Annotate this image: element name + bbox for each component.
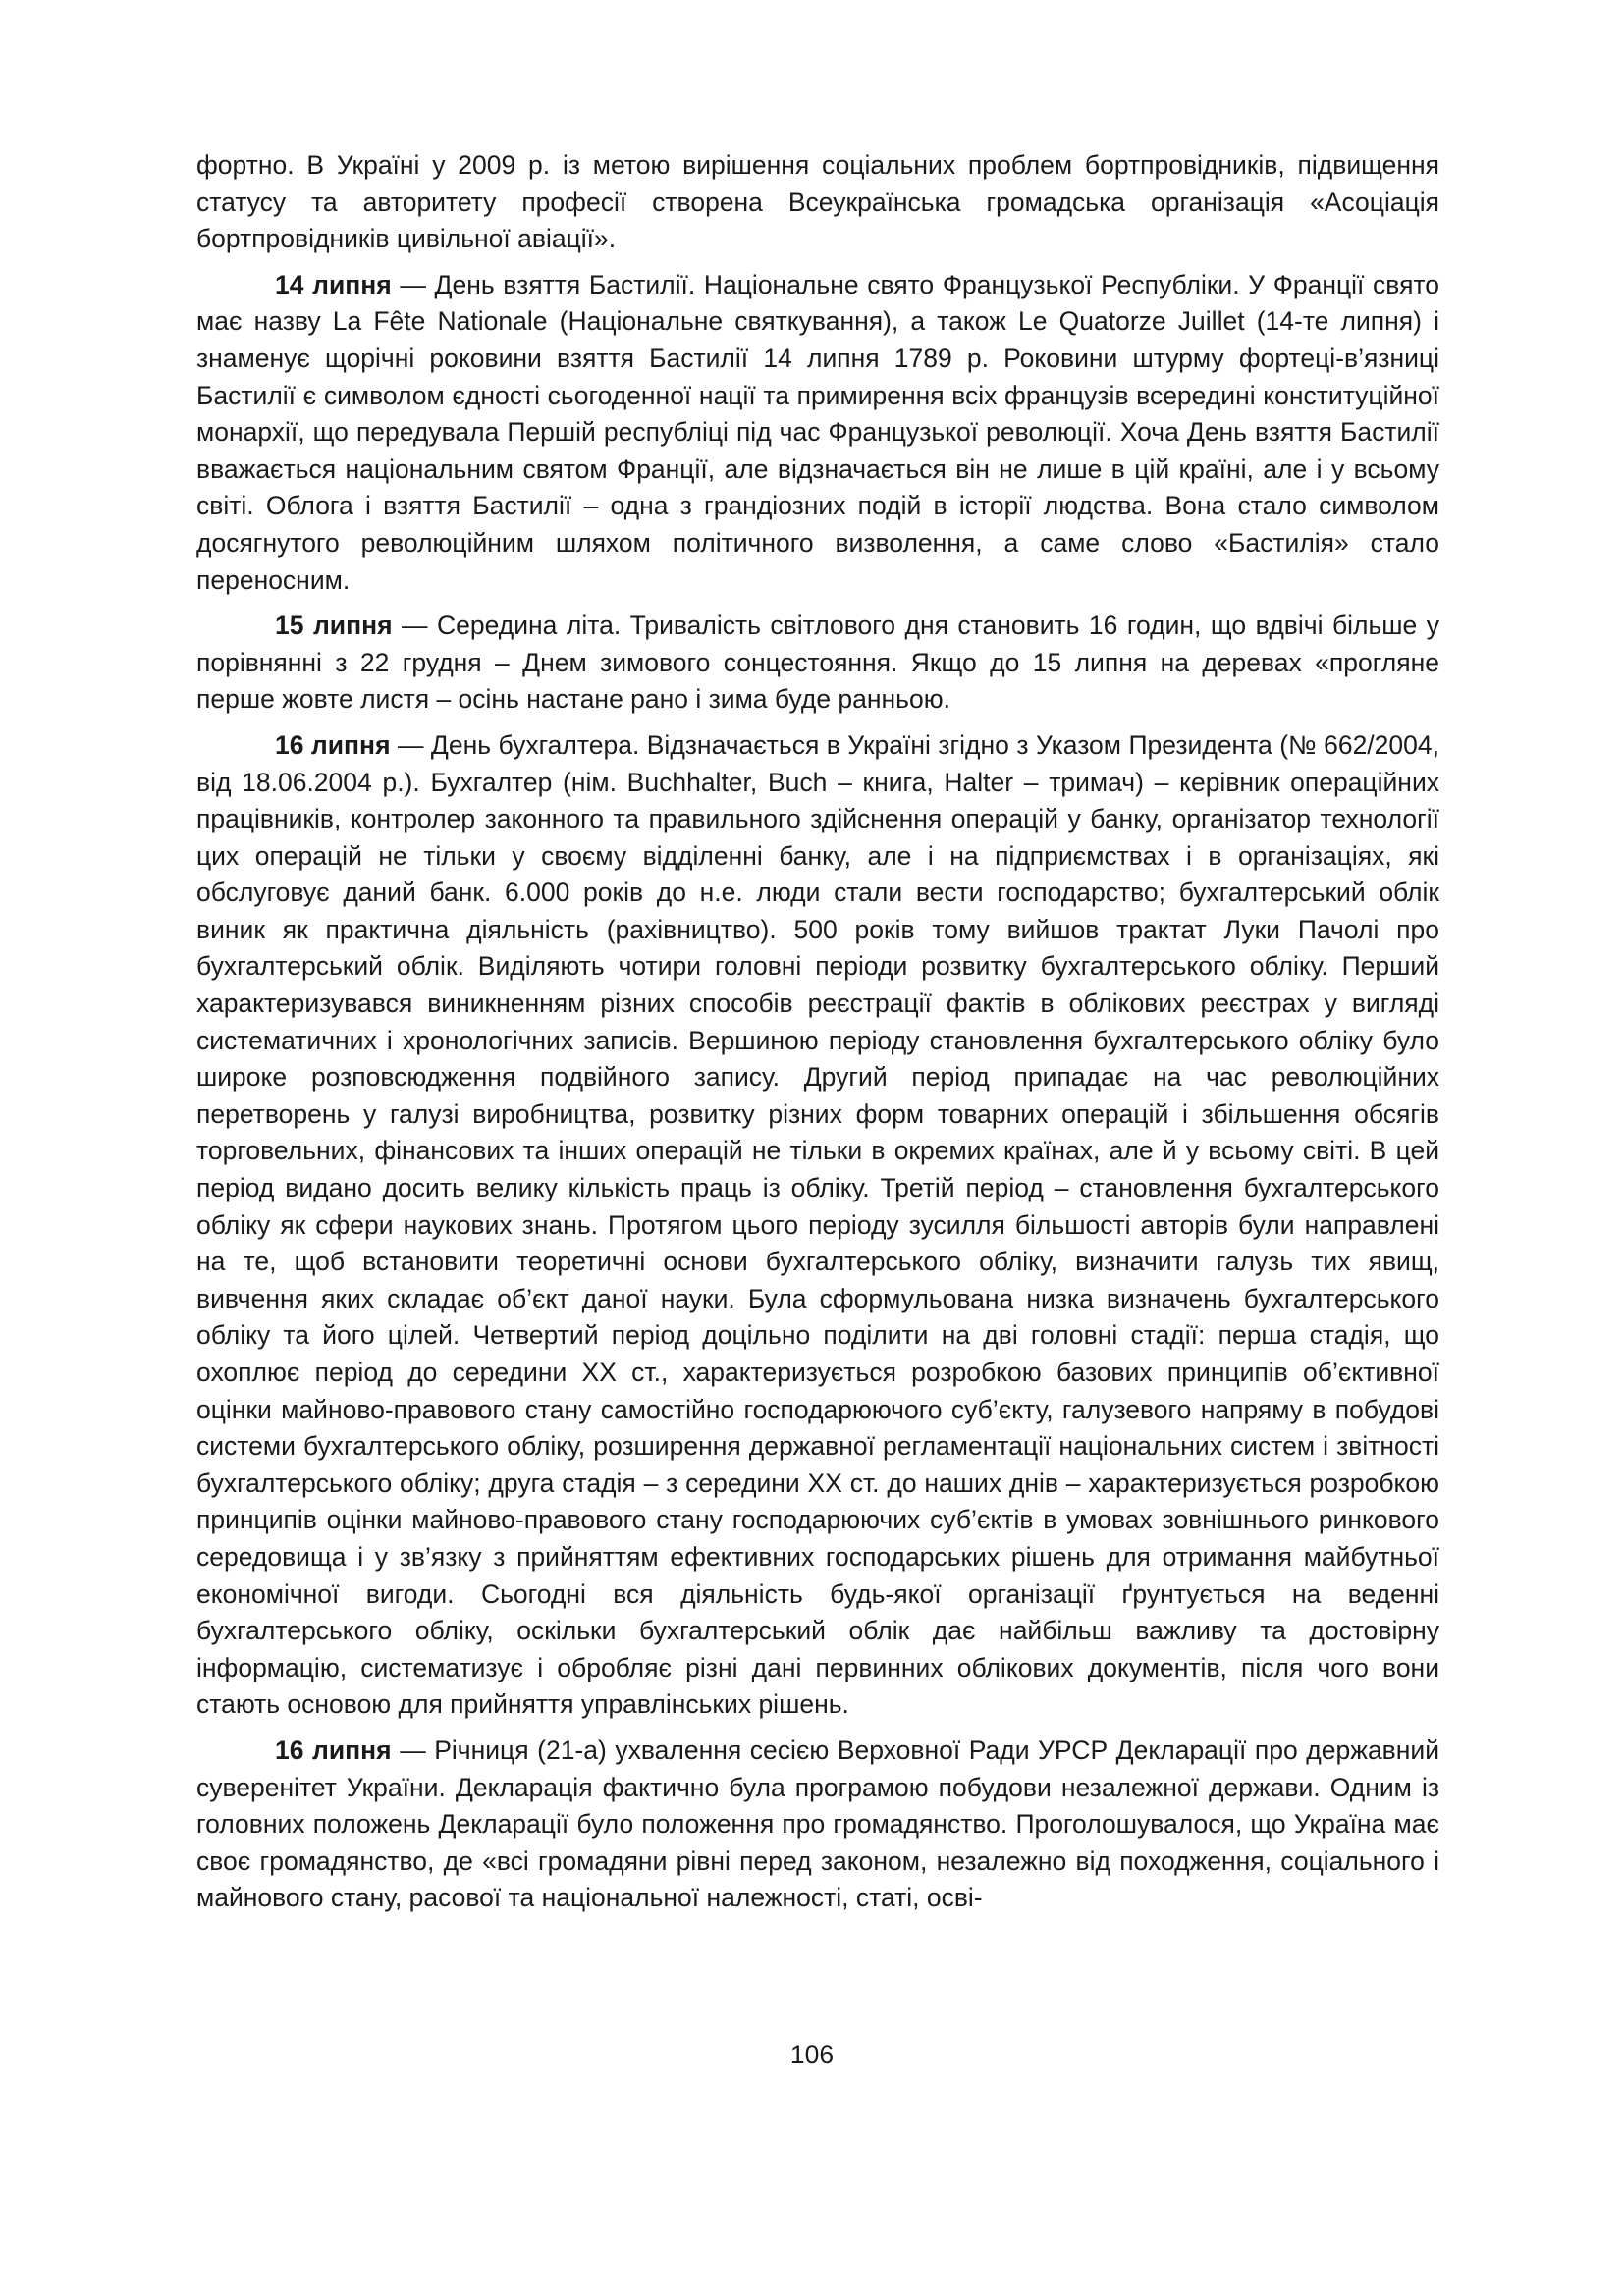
paragraph-date: 15 липня xyxy=(275,611,393,641)
paragraph-continuation xyxy=(196,147,1439,258)
paragraph-july-16-accountant xyxy=(196,727,1439,1724)
paragraph-july-15 xyxy=(196,608,1439,719)
paragraph-july-16-sovereignty xyxy=(196,1733,1439,1917)
paragraph-text: — День взяття Бастилії. Національне свято Французької Республіки. У Франції свято має назву La Fête Nationale (Національне святкування), а також Le Quatorze Juillet (14-те липня) і знаменує щорічні роковини взяття Бастилії 14 липня 1789 р. Роковини штурму фортеці-в’язниці Бастилії є символом єдності сьогоденної нації та примирення всіх французів всередині конституційної монархії, що передувала Першій республіці під час Французької революції. Хоча День взяття Бастилії вважається національним святом Франції, але відзначається він не лише в цій країні, але і у всьому світі. Облога і взяття Бастилії – одна з грандіозних подій в історії людства. Вона стало символом досягнутого революційним шляхом політичного визволення, а саме слово «Бастилія» стало переносним. xyxy=(196,269,1439,595)
document-page xyxy=(196,147,1439,1926)
paragraph-text: — Річниця (21-а) ухвалення сесією Верховної Ради УРСР Декларації про державний суверенітет України. Декларація фактично була програмою побудови незалежної держави. Одним із головних положень Декларації було положення про громадянство. Проголошувалося, що Україна має своє громадянство, де «всі громадяни рівні перед законом, незалежно від походження, соціального і майнового стану, расової та національної належності, статі, осві- xyxy=(196,1735,1439,1913)
paragraph-date: 14 липня xyxy=(275,269,392,299)
paragraph-date: 16 липня xyxy=(275,729,391,760)
paragraph-text: — Середина літа. Тривалість світлового дня становить 16 годин, що вдвічі більше у порівнянні з 22 грудня – Днем зимового сонцестояння. Якщо до 15 липня на деревах «прогляне перше жовте листя – осінь настане рано і зима буде ранньою. xyxy=(196,611,1439,715)
page-number: 106 xyxy=(789,2040,835,2069)
paragraph-text: фортно. В Україні у 2009 р. із метою вирішення соціальних проблем бортпровідників, підвищення статусу та авторитету професії створена Всеукраїнська громадська організація «Асоціація бортпровідників цивільної авіації». xyxy=(196,150,1439,254)
paragraph-date: 16 липня xyxy=(275,1735,392,1765)
paragraph-july-14 xyxy=(196,267,1439,599)
paragraph-text: — День бухгалтера. Відзначається в Україні згідно з Указом Президента (№ 662/2004, від 18.06.2004 р.). Бухгалтер (нім. Buchhalter, Buch – книга, Halter – тримач) – керівник операційних працівників, контролер законного та правильного здійснення операцій у банку, організатор технології цих операцій не тільки у своєму відділенні банку, але і на підприємствах і в організаціях, які обслуговує даний банк. 6.000 років до н.е. люди стали вести господарство; бухгалтерський облік виник як практична діяльність (рахівництво). 500 років тому вийшов трактат Луки Пачолі про бухгалтерський облік. Виділяють чотири головні періоди розвитку бухгалтерського обліку. Перший характеризувався виникненням різних способів реєстрації фактів в облікових реєстрах у вигляді систематичних і хронологічних записів. Вершиною періоду становлення бухгалтерського обліку було широке розповсюдження подвійного запису. Другий період припадає на час революційних перетворень у галузі виробництва, розвитку різних форм товарних операцій і збільшення обсягів торговельних, фінансових та інших операцій не тільки в окремих країнах, але й у всьому світі. В цей період видано досить велику кількість праць із обліку. Третій період – становлення бухгалтерського обліку як сфери наукових знань. Протягом цього періоду зусилля більшості авторів були направлені на те, щоб встановити теоретичні основи бухгалтерського обліку, визначити галузь тих явищ, вивчення яких складає об’єкт даної науки. Була сформульована низка визначень бухгалтерського обліку та його цілей. Четвертий період доцільно поділити на дві головні стадії: перша стадія, що охоплює період до середини XX ст., характеризується розробкою базових принципів об’єктивної оцінки майново-правового стану самостійно господарюючого суб’єкту, галузевого напряму в побудові системи бухгалтерського обліку, розширення державної регламентації національних систем і звітності бухгалтерського обліку; друга стадія – з середини XX ст. до наших днів – характеризується розробкою принципів оцінки майново-правового стану господарюючих суб’єктів в умовах зовнішнього ринкового середовища і у зв’язку з прийняттям ефективних господарських рішень для отримання майбутньої економічної вигоди. Сьогодні вся діяльність будь-якої організації ґрунтується на веденні бухгалтерського обліку, оскільки бухгалтерський облік дає найбільш важливу та достовірну інформацію, систематизує і обробляє різні дані первинних облікових документів, після чого вони стають основою для прийняття управлінських рішень. xyxy=(196,729,1439,1720)
